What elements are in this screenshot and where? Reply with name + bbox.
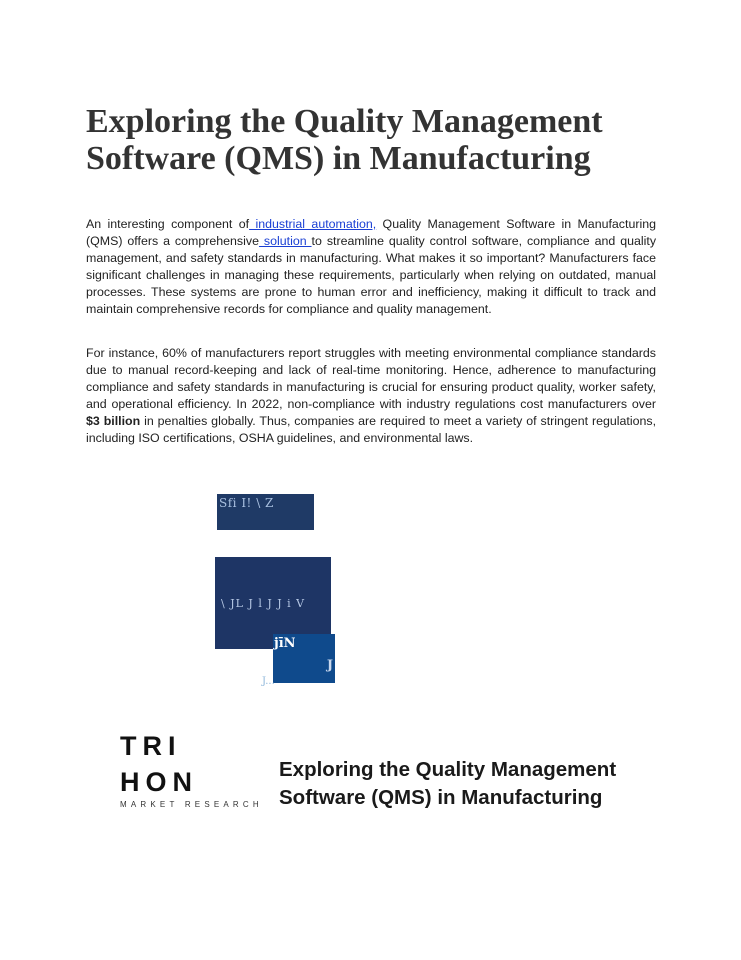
article-title: Exploring the Quality Management Software (QMS) in Manufacturing [86, 103, 603, 177]
logo-subtitle: MARKET RESEARCH [120, 800, 263, 809]
figure-small-text-2: J [326, 658, 333, 673]
figure-top-text: Sfi I! \ Z [219, 496, 274, 510]
statistics-paragraph [86, 345, 656, 447]
figure-small-text-1: jīN [274, 636, 296, 651]
figure-block-top [217, 494, 314, 530]
stats-text-1: For instance, 60% of manufacturers report struggles with meeting environmental compliance standards due to manual record-keeping and lack of real-time monitoring. Hence, adherence to manufacturing compliance and safety standards in manufacturing is crucial for ensuring product quality, worker safety, and operational efficiency. In 2022, non-compliance with industry regulations cost manufacturers over [86, 346, 656, 411]
solution-link[interactable]: solution [258, 234, 312, 248]
figure-middle-text: \ JL J l J J i V [221, 597, 306, 610]
logo-line-2: HON [120, 767, 198, 797]
figure-block-small [273, 634, 335, 683]
industrial-automation-link[interactable]: industrial automation, [249, 217, 377, 231]
intro-text-2: Quality Management Software in Manufacturing (QMS) offers a comprehensive [86, 217, 656, 248]
logo-line-1: TRI [120, 731, 182, 761]
figure-caption: J... [262, 676, 275, 687]
intro-paragraph [86, 216, 656, 318]
intro-text-1: An interesting component of [86, 217, 250, 231]
footer-title: Exploring the Quality Management Software (QMS) in Manufacturing [279, 758, 617, 809]
stats-text-2: in penalties globally. Thus, companies are required to meet a variety of stringent regulations, including ISO certifications, OSHA guidelines, and environmental laws. [86, 414, 657, 445]
penalty-amount: $3 billion [86, 414, 141, 428]
intro-text-3: to streamline quality control software, compliance and quality management, and safety standards in manufacturing. What makes it so important? Manufacturers face significant challenges in managing these requirements, particularly when relying on outdated, manual processes. These systems are prone to human error and inefficiency, making it difficult to track and maintain comprehensive records for compliance and quality management. [86, 234, 657, 316]
